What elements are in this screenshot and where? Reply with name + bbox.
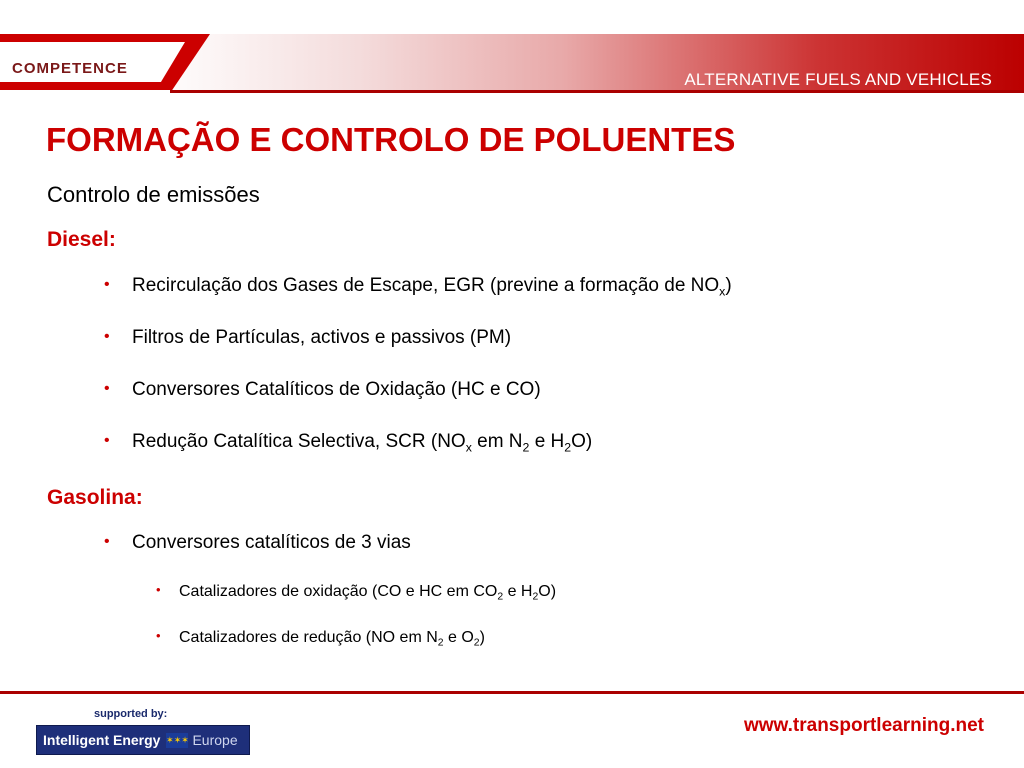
diesel-bullet-particle-filters: • Filtros de Partículas, activos e passivos (PM) [104,327,512,348]
bullet-icon: • [104,328,110,345]
intelligent-energy-europe-logo [36,725,250,755]
gasolina-heading: Gasolina: [47,486,143,509]
bullet-icon: • [156,582,161,597]
header-banner [0,34,1024,94]
supported-by-label: supported by: [94,708,168,720]
gasolina-subbullet-reduction: • Catalizadores de redução (NO em $N_2$ e $O_2$) [156,628,485,649]
slide-subtitle: Controlo de emissões [47,182,260,207]
diesel-heading: Diesel: [47,228,116,251]
bullet-icon: • [104,533,110,550]
header-divider [170,90,1024,93]
slide-title: FORMAÇÃO E CONTROLO DE POLUENTES [46,121,736,158]
website-link[interactable]: www.transportlearning.net [744,715,984,736]
footer-divider [0,691,1024,694]
sponsor-name: Intelligent Energy [43,732,161,748]
eu-flag-icon: ✶✶✶ [166,733,188,748]
diesel-bullet-egr: • Recirculação dos Gases de Escape, EGR (previne a formação de $NO_x$) [104,275,732,299]
gasolina-bullet-3way: • Conversores catalíticos de 3 vias [104,532,411,553]
header-title: ALTERNATIVE FUELS AND VEHICLES [684,70,992,89]
bullet-icon: • [104,276,110,293]
sponsor-region: Europe [192,732,238,748]
gasolina-subbullet-oxidation: • Catalizadores de oxidação (CO e HC em $CO_2$ e $H_2O$) [156,582,557,603]
bullet-icon: • [104,432,110,449]
diesel-bullet-scr: • Redução Catalítica Selectiva, SCR ($NO_x$ em $N_2$ e $H_2O$) [104,431,593,455]
bullet-icon: • [156,628,161,643]
bullet-icon: • [104,380,110,397]
logo-text: COMPETENCE [12,60,128,77]
diesel-bullet-oxidation-converters: • Conversores Catalíticos de Oxidação (HC e CO) [104,379,541,400]
